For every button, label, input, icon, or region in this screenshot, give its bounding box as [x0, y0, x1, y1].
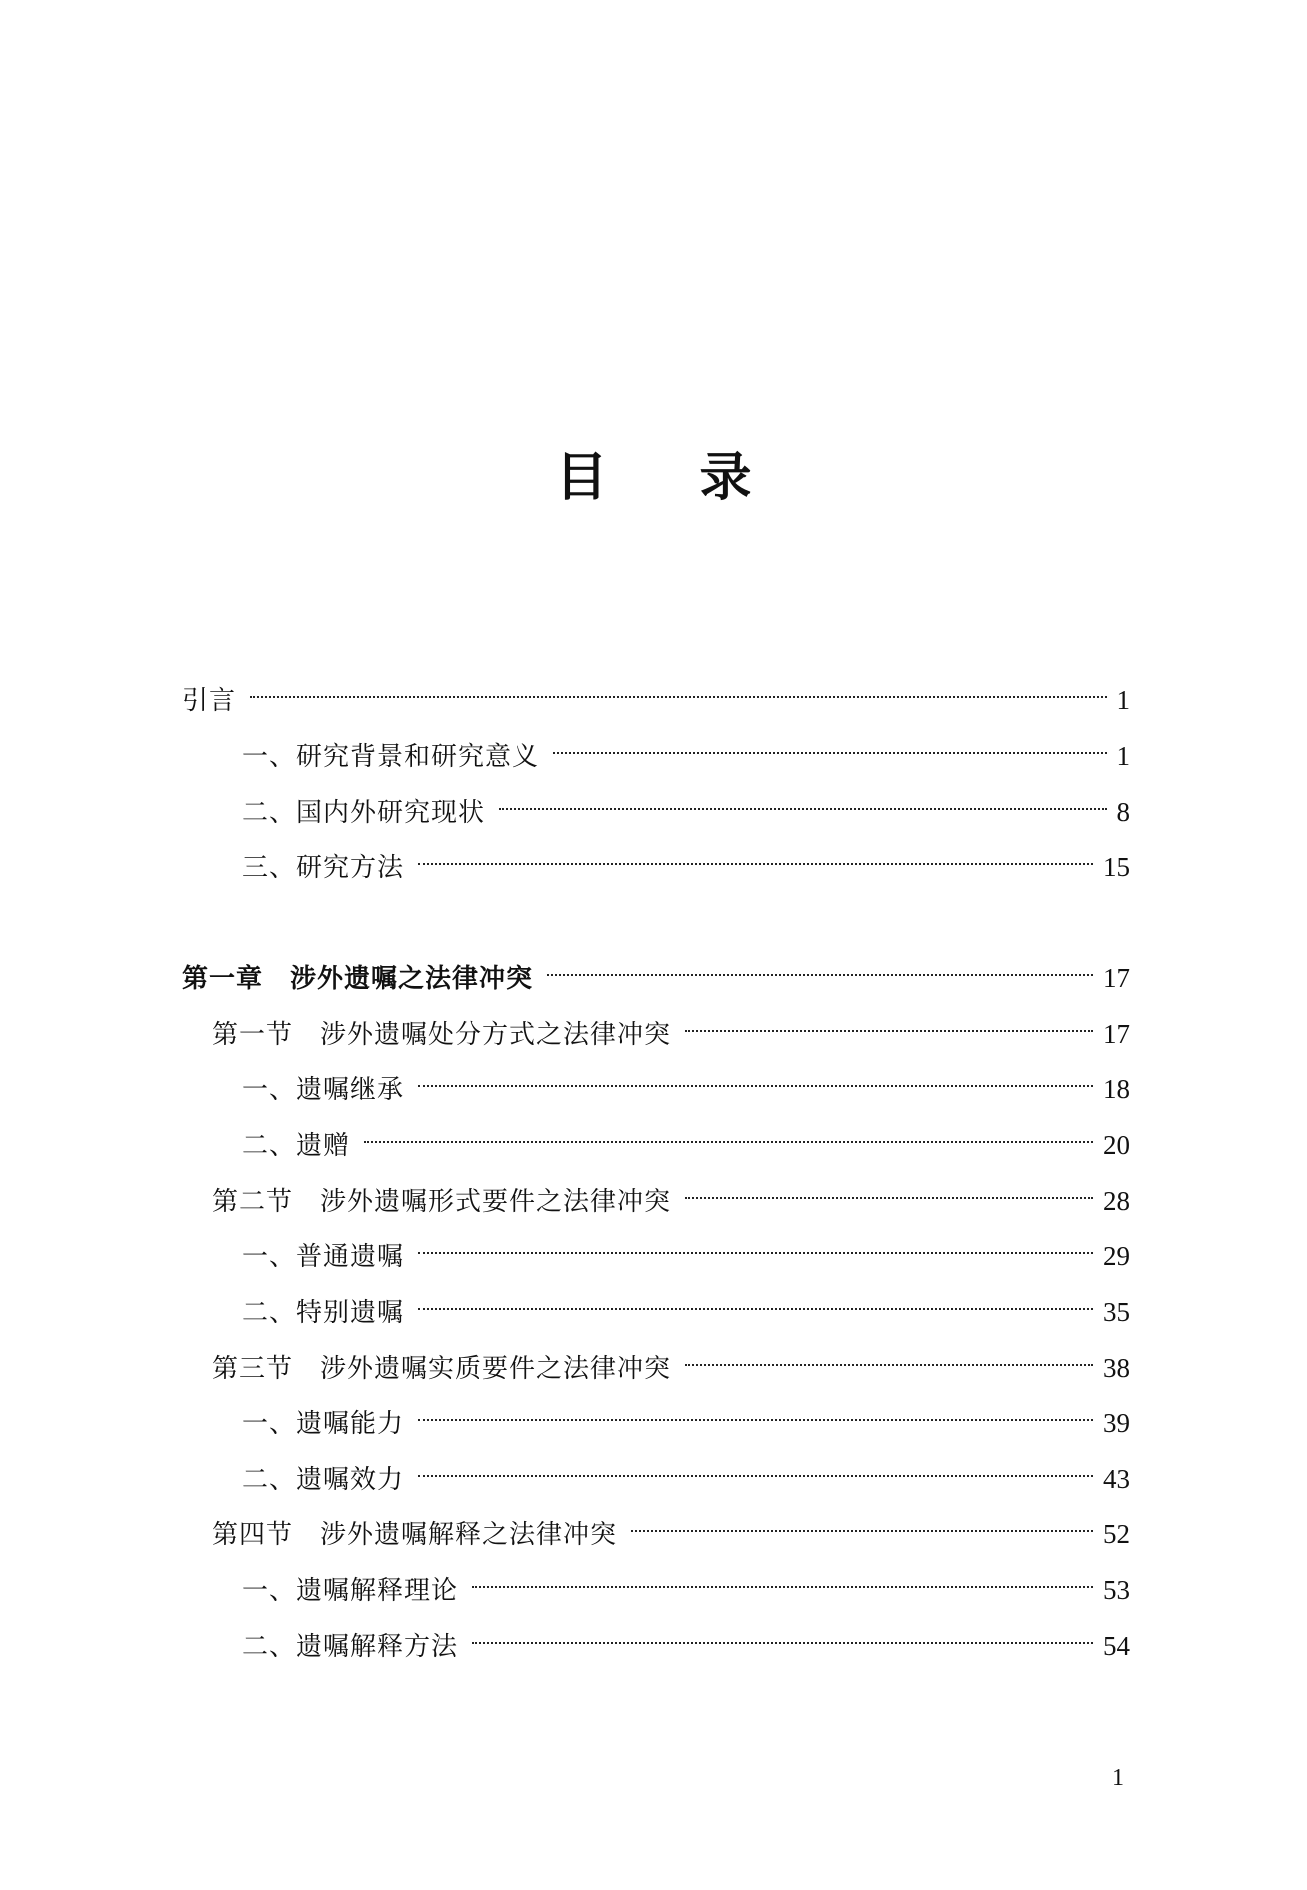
toc-leader-dots — [418, 842, 1093, 876]
toc-leader-dots — [418, 1287, 1093, 1321]
toc-page-number: 15 — [1103, 852, 1130, 882]
toc-page-number: 29 — [1103, 1241, 1130, 1271]
toc-entry-subsection[interactable] — [242, 842, 1130, 883]
toc-entry-label: 二、遗赠 — [242, 1131, 351, 1161]
toc-leader-dots — [499, 787, 1106, 821]
toc-page-number: 1 — [1116, 685, 1130, 715]
toc-leader-dots — [418, 1398, 1093, 1432]
toc-entry-chapter[interactable] — [182, 953, 1130, 994]
toc-entry-subsection[interactable] — [242, 1120, 1130, 1161]
toc-leader-dots — [547, 953, 1093, 987]
toc-leader-dots — [685, 1009, 1093, 1043]
toc-page-number: 52 — [1103, 1519, 1130, 1549]
toc-entry-section[interactable] — [212, 1509, 1130, 1550]
toc-leader-dots — [418, 1231, 1093, 1265]
toc-page-number: 39 — [1103, 1408, 1130, 1438]
page-folio-number: 1 — [1112, 1765, 1124, 1791]
toc-entry-intro[interactable] — [182, 675, 1130, 716]
toc-entry-subsection[interactable] — [242, 1621, 1130, 1662]
page-title — [0, 448, 1307, 508]
toc-leader-dots — [685, 1176, 1093, 1210]
toc-entry-subsection[interactable] — [242, 787, 1130, 828]
page-title-char-2: 录 — [699, 448, 752, 508]
toc-entry-label: 第一节 涉外遗嘱处分方式之法律冲突 — [212, 1020, 672, 1050]
toc-leader-dots — [418, 1454, 1093, 1488]
toc-page-number: 1 — [1116, 741, 1130, 771]
toc-entry-label: 第三节 涉外遗嘱实质要件之法律冲突 — [212, 1354, 672, 1384]
toc-page-number: 43 — [1103, 1464, 1130, 1494]
toc-entry-subsection[interactable] — [242, 1287, 1130, 1328]
toc-page-number: 17 — [1103, 963, 1130, 993]
toc-page-number: 20 — [1103, 1130, 1130, 1160]
toc-leader-dots — [553, 731, 1106, 765]
toc-leader-dots — [250, 675, 1106, 709]
toc-entry-label: 第二节 涉外遗嘱形式要件之法律冲突 — [212, 1187, 672, 1217]
toc-page-number: 54 — [1103, 1631, 1130, 1661]
toc-page-number: 28 — [1103, 1186, 1130, 1216]
toc-leader-dots — [364, 1120, 1093, 1154]
toc-page-number: 8 — [1116, 797, 1130, 827]
toc-entry-label: 引言 — [182, 686, 237, 716]
toc-entry-subsection[interactable] — [242, 1064, 1130, 1105]
toc-entry-label: 三、研究方法 — [242, 853, 405, 883]
toc-entry-subsection[interactable] — [242, 731, 1130, 772]
toc-leader-dots — [472, 1565, 1093, 1599]
toc-entry-label: 二、特别遗嘱 — [242, 1298, 405, 1328]
toc-entry-label: 一、遗嘱继承 — [242, 1075, 405, 1105]
toc-leader-dots — [685, 1343, 1093, 1377]
toc-entry-section[interactable] — [212, 1343, 1130, 1384]
toc-entry-section[interactable] — [212, 1009, 1130, 1050]
toc-entry-subsection[interactable] — [242, 1565, 1130, 1606]
toc-entry-section[interactable] — [212, 1176, 1130, 1217]
toc-entry-subsection[interactable] — [242, 1231, 1130, 1272]
toc-entry-label: 一、遗嘱能力 — [242, 1409, 405, 1439]
toc-entry-label: 二、遗嘱解释方法 — [242, 1632, 459, 1662]
toc-entry-subsection[interactable] — [242, 1454, 1130, 1495]
toc-page-number: 53 — [1103, 1575, 1130, 1605]
toc-entry-label: 二、遗嘱效力 — [242, 1465, 405, 1495]
toc-leader-dots — [418, 1064, 1093, 1098]
toc-entry-subsection[interactable] — [242, 1398, 1130, 1439]
toc-entry-label: 第四节 涉外遗嘱解释之法律冲突 — [212, 1520, 618, 1550]
toc-entry-label: 第一章 涉外遗嘱之法律冲突 — [182, 964, 534, 994]
toc-entry-label: 一、遗嘱解释理论 — [242, 1576, 459, 1606]
toc-page-number: 17 — [1103, 1019, 1130, 1049]
toc-entry-label: 二、国内外研究现状 — [242, 798, 486, 828]
toc-leader-dots — [631, 1509, 1093, 1543]
toc-page-number: 18 — [1103, 1074, 1130, 1104]
page-title-char-1: 目 — [555, 448, 608, 508]
toc-page-number: 38 — [1103, 1353, 1130, 1383]
toc-entry-label: 一、普通遗嘱 — [242, 1242, 405, 1272]
toc-leader-dots — [472, 1621, 1093, 1655]
toc-entry-label: 一、研究背景和研究意义 — [242, 742, 540, 772]
toc-page-number: 35 — [1103, 1297, 1130, 1327]
